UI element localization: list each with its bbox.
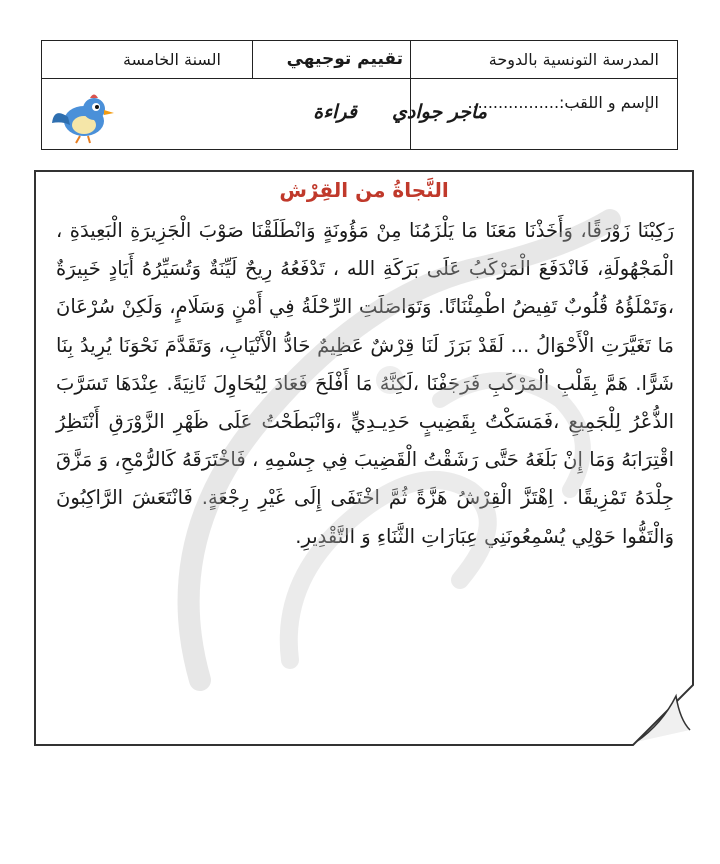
grade-label: السنة الخامسة	[122, 50, 221, 69]
reading-card	[34, 170, 694, 746]
header-col-divider-1	[252, 41, 253, 78]
header-table	[41, 40, 678, 150]
header-row-divider	[42, 78, 677, 79]
subject-label: قراءة	[313, 101, 357, 123]
assessment-title: تقييم توجيهي	[286, 49, 403, 69]
text-title: النَّجاةُ من القِرْش	[279, 178, 449, 202]
teacher-name: ماجر جوادي	[392, 101, 487, 123]
school-name: المدرسة التونسية بالدوحة	[488, 50, 659, 69]
student-name-field[interactable]: الإسم و اللقب:..................	[467, 93, 659, 112]
page-corner-fold	[632, 684, 694, 746]
header-col-divider-2	[410, 41, 411, 149]
bird-icon	[50, 89, 118, 144]
text-body: رَكِبْنَا زَوْرَقًا، وَأَخَذْنَا مَعَنَا مَا يَلْزَمُنَا مِنْ مَؤُونَةٍ وَانْطَلَقْنَا صَوْبَ الْجَزِيرَةِ الْبَعِيدَةِ ، الْمَجْهُولَةِ، فَانْدَفَعَ الْمَرْكَبُ عَلَى بَرَكَةِ الله ، تَدْفَعُهُ رِيحٌ لَيِّنَةٌ وَتُسَيِّرُهُ أَيَادٍ خَبِيرَةٌ ،وَتَمْلَؤُهُ قُلُوبٌ تَفِيضُ اطْمِئْنَانًا. وَتَوَاصَلَتِ الرِّحْلَةُ فِي أَمْنٍ وَسَلَامٍ، وَلَكِنْ سُرْعَانَ مَا تَغَيَّرَتِ الْأَحْوَالُ ... لَقَدْ بَرَزَ لَنَا قِرْشٌ عَظِيمٌ حَادُّ الْأَنْيَابِ، وَتَقَدَّمَ نَحْوَنَا يُرِيدُ بِنَا شَرًّا. هَمَّ بِقَلْبِ الْمَرْكَبِ فَرَجَفْنَا ،لَكِنَّهُ مَا أَفْلَحَ فَعَادَ لِيُحَاوِلَ ثَانِيَةً. عِنْدَهَا تَسَرَّبَ الذُّعْرُ لِلْجَمِيعِ ،فَمَسَكْتُ بِقَضِيبٍ حَدِيـدِيٍّ ،وَانْبَطَحْتُ عَلَى ظَهْرِ الزَّوْرَقِ أَنْتَظِرُ اقْتِرَابَهُ وَمَا إِنْ بَلَغَهُ حَتَّى رَشَقْتُ الْقَضِيبَ فِي جِسْمِهِ ، فَاخْتَرَقَهُ كَالرُّمْحِ، وَ مَزَّقَ جِلْدَهُ تَمْزِيقًا . اِهْتَزَّ الْقِرْشُ هَزَّةً ثُمَّ اخْتَفَى إِلَى غَيْرِ رِجْعَةٍ. فَانْتَعَشَ الرَّاكِبُونَ وَالْتَفُّوا حَوْلِي يُسْمِعُونَنِي عِبَارَاتِ الثَّنَاءِ وَ التَّقْدِيرِ.	[56, 219, 674, 548]
